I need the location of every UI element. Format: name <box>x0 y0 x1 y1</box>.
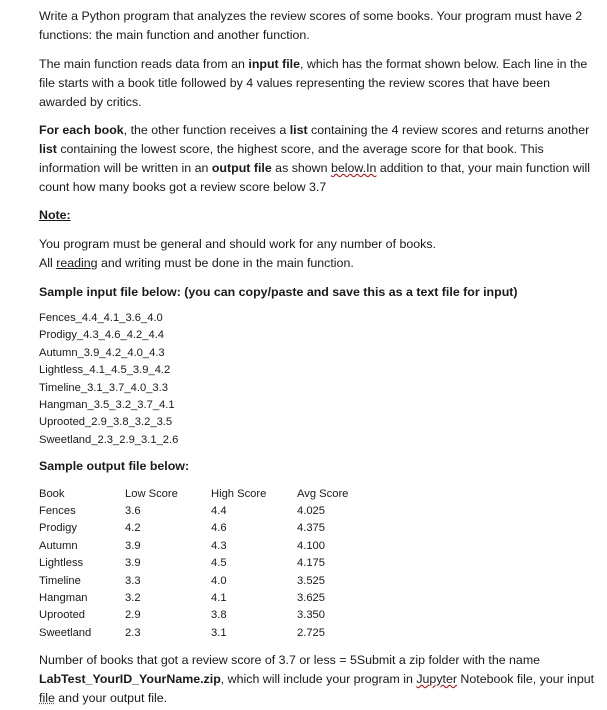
input-line: Autumn_3.9_4.2_4.0_4.3 <box>39 346 165 359</box>
table-cell: 4.6 <box>211 522 227 535</box>
sample-output-table <box>36 485 380 642</box>
table-cell: Timeline <box>39 574 81 587</box>
text-run: as shown <box>271 161 331 175</box>
input-line: Timeline_3.1_3.7_4.0_3.3 <box>39 381 168 394</box>
table-cell: 3.1 <box>211 626 227 639</box>
spelling-flag: below.In <box>330 161 377 175</box>
output-file-term: output file <box>211 161 272 175</box>
table-cell: 4.4 <box>211 505 227 518</box>
column-header: Book <box>39 487 65 500</box>
table-cell: 4.025 <box>297 505 325 518</box>
table-cell: 4.1 <box>211 592 227 605</box>
table-cell: 3.3 <box>125 574 141 587</box>
table-cell: 4.0 <box>211 574 227 587</box>
sample-input-listing <box>39 310 178 449</box>
input-line: Lightless_4.1_4.5_3.9_4.2 <box>39 364 171 377</box>
table-cell: 4.175 <box>297 557 325 570</box>
note-line-1: You program must be general and should work for any number of books. <box>39 237 436 251</box>
note-line-2 <box>39 254 599 273</box>
input-line: Uprooted_2.9_3.8_3.2_3.5 <box>39 416 173 429</box>
text-run: addition to that, your main function will count how many books got a review score below 3.7 <box>39 161 590 194</box>
note-heading <box>39 206 599 225</box>
text-run: All <box>39 256 57 270</box>
footer-paragraph <box>39 651 599 708</box>
list-term: list <box>289 123 308 137</box>
input-line: Hangman_3.5_3.2_3.7_4.1 <box>39 399 175 412</box>
table-cell: Sweetland <box>39 626 92 639</box>
each-book-paragraph <box>39 121 599 197</box>
table-cell: 2.725 <box>297 626 325 639</box>
table-cell: 4.5 <box>211 557 227 570</box>
table-cell: Prodigy <box>39 522 77 535</box>
table-cell: 3.2 <box>125 592 141 605</box>
table-header-row <box>36 485 380 502</box>
text-run: , the other function receives a <box>123 123 290 137</box>
table-cell: Uprooted <box>39 609 86 622</box>
table-cell: 3.525 <box>297 574 325 587</box>
text-run: , which has the format shown below. Each line in the file starts with a book title followed by 4 values representing the review scores that have been awarded by critics. <box>39 57 588 109</box>
table-row <box>36 572 380 589</box>
table-cell: 4.100 <box>297 539 325 552</box>
text-run: and your output file. <box>54 691 168 705</box>
column-header: High Score <box>211 487 267 500</box>
text-run: Notebook file, your input <box>456 672 595 686</box>
table-cell: Hangman <box>39 592 88 605</box>
column-header: Avg Score <box>297 487 349 500</box>
table-row <box>36 537 380 554</box>
list-term: list <box>39 142 57 156</box>
output-heading-text: Sample output file below: <box>39 459 190 473</box>
table-row <box>36 607 380 624</box>
table-cell: Fences <box>39 505 76 518</box>
main-function-paragraph <box>39 55 599 112</box>
table-row <box>36 624 380 641</box>
table-row <box>36 520 380 537</box>
table-cell: 4.2 <box>125 522 141 535</box>
each-book-term: For each book <box>39 123 124 137</box>
table-cell: 4.375 <box>297 522 325 535</box>
table-row <box>36 555 380 572</box>
input-file-term: input file <box>248 57 301 71</box>
table-cell: 2.9 <box>125 609 141 622</box>
input-section-heading <box>39 283 599 302</box>
note-heading-text: Note: <box>39 208 71 222</box>
zip-filename: LabTest_YourID_YourName.zip <box>39 672 221 686</box>
table-cell: 3.625 <box>297 592 325 605</box>
column-header: Low Score <box>125 487 178 500</box>
input-line: Prodigy_4.3_4.6_4.2_4.4 <box>39 329 165 342</box>
table-cell: 2.3 <box>125 626 141 639</box>
table-row <box>36 502 380 519</box>
text-run: Number of books that got a review score of 3.7 or less = 5Submit a zip folder with the name <box>39 653 541 667</box>
grammar-flag: file <box>39 691 55 705</box>
reading-term: reading <box>56 256 98 270</box>
input-heading-text: Sample input file below: (you can copy/paste and save this as a text file for input) <box>39 285 518 299</box>
table-cell: 3.9 <box>125 539 141 552</box>
output-section-heading <box>39 457 599 476</box>
table-cell: 3.9 <box>125 557 141 570</box>
text-run: The main function reads data from an <box>39 57 249 71</box>
text-run: , which will include your program in <box>220 672 417 686</box>
table-cell: 4.3 <box>211 539 227 552</box>
table-cell: 3.6 <box>125 505 141 518</box>
table-cell: 3.350 <box>297 609 325 622</box>
spelling-flag: Jupyter <box>416 672 457 686</box>
intro-paragraph: Write a Python program that analyzes the review scores of some books. Your program must have 2 functions: the main function and another function. <box>39 9 583 42</box>
table-cell: 3.8 <box>211 609 227 622</box>
text-run: containing the 4 review scores and returns another <box>307 123 590 137</box>
table-cell: Autumn <box>39 539 78 552</box>
table-row <box>36 589 380 606</box>
text-run: and writing must be done in the main function. <box>97 256 354 270</box>
text-run: containing the lowest score, the highest score, and the average score for that book. This information will be written in an <box>39 142 544 175</box>
input-line: Sweetland_2.3_2.9_3.1_2.6 <box>39 433 179 446</box>
table-cell: Lightless <box>39 557 84 570</box>
input-line: Fences_4.4_4.1_3.6_4.0 <box>39 312 163 324</box>
